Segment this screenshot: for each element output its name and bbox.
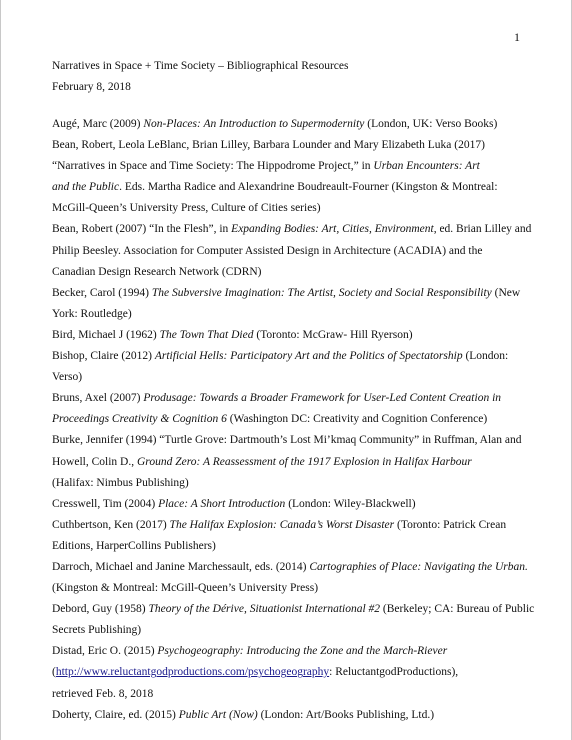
- bibliography-entry: [52, 219, 532, 282]
- entry-line: [52, 241, 532, 262]
- entry-line: [52, 409, 532, 430]
- entry-text: (Washington DC: Creativity and Cognition Conference): [226, 413, 488, 426]
- entry-text: York: Routledge): [52, 307, 132, 320]
- entry-line: [52, 536, 532, 557]
- bibliography-entry: [52, 494, 532, 515]
- work-title: The Subversive Imagination: The Artist, Society and Social Responsibility: [151, 286, 492, 299]
- entry-text: Doherty, Claire, ed. (2015): [52, 708, 179, 721]
- bibliography-entry: [52, 641, 532, 704]
- document-title: Narratives in Space + Time Society – Bibliographical Resources: [52, 60, 349, 72]
- work-title: Artificial Hells: Participatory Art and the Politics of Spectatorship: [154, 350, 463, 363]
- entry-line: [52, 599, 535, 620]
- entry-text: “Narratives in Space and Time Society: The Hippodrome Project,” in: [52, 160, 374, 173]
- entry-line: [52, 620, 532, 641]
- entry-line: [52, 388, 532, 409]
- work-title: Theory of the Dérive, Situationist International #2: [148, 603, 381, 616]
- entry-text: , ed. Brian Lilley and: [433, 223, 532, 236]
- work-title: The Town That Died: [159, 328, 254, 341]
- entry-line: [52, 641, 532, 662]
- entry-text: retrieved Feb. 8, 2018: [52, 687, 154, 700]
- entry-text: (London, UK: Verso Books): [364, 118, 498, 130]
- entry-text: Debord, Guy (1958): [52, 603, 149, 616]
- work-title: The Halifax Explosion: Canada’s Worst Disaster: [169, 518, 395, 531]
- entry-line: [52, 705, 532, 726]
- entry-text: (Berkeley; CA: Bureau of Public: [380, 603, 535, 616]
- entry-line: [52, 367, 532, 388]
- work-title: Expanding Bodies: Art, Cities, Environment: [231, 223, 434, 236]
- entry-text: Bruns, Axel (2007): [52, 392, 144, 405]
- entry-text: (Halifax: Nimbus Publishing): [52, 476, 189, 489]
- work-title: Proceedings Creativity & Cognition 6: [52, 413, 227, 426]
- document-date: February 8, 2018: [52, 81, 131, 93]
- entry-line: [52, 430, 532, 451]
- work-title: Non-Places: An Introduction to Supermodernity: [143, 118, 365, 130]
- entry-line: [52, 135, 532, 156]
- entry-line: [52, 177, 532, 198]
- entry-line: [52, 578, 532, 599]
- entry-text: Bird, Michael J (1962): [52, 328, 160, 341]
- entry-text: (Toronto: Patrick Crean: [394, 518, 507, 531]
- entry-text: Secrets Publishing): [52, 624, 142, 637]
- work-title: Place: A Short Introduction: [158, 497, 286, 510]
- entry-text: Editions, HarperCollins Publishers): [52, 539, 216, 552]
- entry-line: [52, 662, 532, 683]
- entry-text: Augé, Marc (2009): [52, 118, 144, 130]
- entry-text: (London:: [462, 350, 509, 363]
- entry-line: [52, 304, 532, 325]
- bibliography-entry: [52, 705, 532, 726]
- entry-text: Cresswell, Tim (2004): [52, 497, 159, 510]
- entry-text: (London: Wiley-Blackwell): [285, 497, 416, 510]
- work-title: and the Public: [52, 181, 120, 194]
- bibliography-entry: [52, 557, 532, 599]
- entry-text: (New: [491, 286, 521, 299]
- entry-text: Darroch, Michael and Janine Marchessault, eds. (2014): [52, 560, 310, 573]
- page-number: 1: [514, 30, 520, 44]
- work-title: Urban Encounters: Art: [373, 160, 480, 173]
- work-title: Public Art (Now): [178, 708, 258, 721]
- entry-line: [52, 114, 532, 135]
- entry-line: [52, 473, 532, 494]
- entry-line: [52, 283, 532, 304]
- entry-line: [52, 325, 532, 346]
- bibliography-list: [52, 114, 535, 726]
- bibliography-entry: [52, 388, 532, 430]
- entry-text: Burke, Jennifer (1994) “Turtle Grove: Dartmouth’s Lost Mi’kmaq Community” in Ruffman, Alan and: [52, 434, 522, 447]
- entry-text: Canadian Design Research Network (CDRN): [52, 265, 262, 278]
- entry-text: Distad, Eric O. (2015): [52, 645, 158, 658]
- entry-text: (Toronto: McGraw- Hill Ryerson): [253, 328, 413, 341]
- entry-text: Becker, Carol (1994): [52, 286, 152, 299]
- bibliography-entry: [52, 599, 535, 641]
- entry-text: (Kingston & Montreal: McGill-Queen’s University Press): [52, 582, 319, 595]
- entry-text: Bean, Robert (2007) “In the Flesh”, in: [52, 223, 232, 236]
- bibliography-entry: [52, 515, 532, 557]
- reference-link[interactable]: http://www.reluctantgodproductions.com/psychogeography: [55, 666, 330, 679]
- entry-line: [52, 219, 532, 240]
- entry-text: (: [52, 666, 56, 679]
- entry-line: [52, 684, 532, 705]
- bibliography-entry: [52, 325, 532, 346]
- entry-line: [52, 346, 532, 367]
- entry-text: Philip Beesley. Association for Computer Assisted Design in Architecture (ACADIA) and the: [52, 244, 483, 257]
- work-title: Ground Zero: A Reassessment of the 1917 Explosion in Halifax Harbour: [136, 455, 472, 468]
- work-title: Cartographies of Place: Navigating the Urban.: [309, 560, 528, 573]
- entry-text: Bean, Robert, Leola LeBlanc, Brian Lilley, Barbara Lounder and Mary Elizabeth Luka (2017): [52, 139, 485, 152]
- entry-line: [52, 452, 532, 473]
- entry-text: Howell, Colin D.,: [52, 455, 137, 468]
- bibliography-entry: [52, 135, 532, 219]
- entry-text: Cuthbertson, Ken (2017): [52, 518, 170, 531]
- document-header: [52, 56, 348, 98]
- bibliography-entry: [52, 346, 532, 388]
- entry-text: McGill-Queen’s University Press, Culture of Cities series): [52, 202, 321, 215]
- entry-line: [52, 557, 532, 578]
- entry-line: [52, 515, 532, 536]
- bibliography-entry: [52, 114, 532, 135]
- entry-text: (London: Art/Books Publishing, Ltd.): [257, 708, 435, 721]
- entry-text: : ReluctantgodProductions),: [329, 666, 459, 679]
- entry-text: . Eds. Martha Radice and Alexandrine Boudreault-Fourner (Kingston & Montreal:: [119, 181, 498, 194]
- entry-text: Bishop, Claire (2012): [52, 350, 155, 363]
- bibliography-entry: [52, 283, 532, 325]
- work-title: Psychogeography: Introducing the Zone and the March-Riever: [157, 645, 448, 658]
- bibliography-entry: [52, 430, 532, 493]
- entry-line: [52, 262, 532, 283]
- entry-line: [52, 198, 532, 219]
- work-title: Produsage: Towards a Broader Framework for User-Led Content Creation in: [143, 392, 502, 405]
- entry-text: Verso): [52, 371, 83, 384]
- entry-line: [52, 156, 532, 177]
- entry-line: [52, 494, 532, 515]
